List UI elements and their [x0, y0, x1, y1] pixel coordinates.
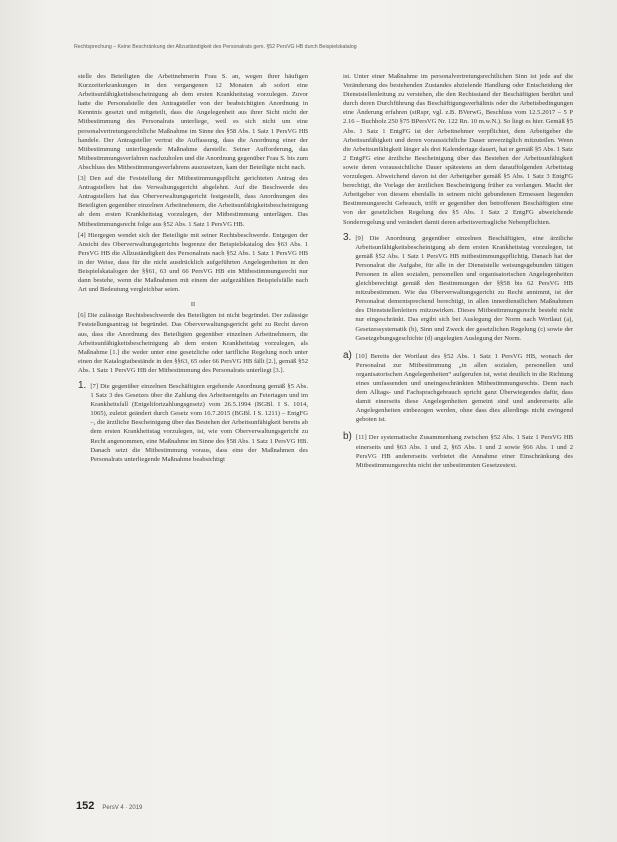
lettered-block	[343, 351, 573, 427]
subsection-letter: b)	[343, 431, 352, 443]
right-column	[343, 72, 573, 812]
page-number: 152	[76, 800, 95, 812]
subsection-letter: a)	[343, 349, 352, 361]
section-numeral: II	[190, 301, 196, 309]
numbered-block	[343, 233, 573, 345]
left-column	[78, 72, 308, 812]
journal-name: PersV 4 · 2019	[102, 805, 143, 811]
paragraph: stelle des Beteiligten die Arbeitnehmerin Frau S. an, wegen ihrer häufigen Kurzzeiterkrankungen in den vergangenen 12 Monaten ab sofort eine Arbeitsunfähigkeitsbescheinigung ab dem ersten Krankheitstag vorzulegen. Zuvor hatte die Personalstelle den Antragsteller von der beabsichtigten Anordnung in Kenntnis gesetzt und mitgeteilt, dass die Angelegenheit aus ihrer Sicht nicht der Mitbestimmung des Personalrats unterliege, weil es sich nicht um eine personalvertretungsrechtliche Maßnahme im Sinne des §58 Abs. 1 Satz 1 PersVG HB handele. Der Antragsteller vertrat die Auffassung, dass die Anordnung einer der Mitbestimmung unterliegende Maßnahme darstelle. Seiner Aufforderung, das Mitbestimmungsverfahren nachzuholen und die Anordnung gegenüber Frau S. bis zum Abschluss des Mitbestimmungsverfahrens auszusetzen, kam der Beteiligte nicht nach.	[78, 73, 308, 171]
section-number: 1.	[78, 380, 87, 391]
numbered-block	[78, 381, 308, 466]
running-header: Rechtsprechung – Keine Beschränkung der Allzuständigkeit des Personalrats gem. §52 PersVG HB durch Beispielskatalog	[74, 44, 357, 50]
paragraph: ist. Unter einer Maßnahme im personalvertretungsrechtlichen Sinn ist jede auf die Veränderung des bestehenden Zustandes abzielende Handlung oder Entscheidung der Dienststellenleitung zu verstehen, die den Rechtsstand der Beschäftigten berührt und durch deren Durchführung das Beschäftigungsverhältnis oder die Arbeitsbedingungen eine Änderung erfahren (stRspr, vgl. z.B. BVerwG, Beschluss vom 12.5.2017 – 5 P 2.16 – Buchholz 250 §75 BPersVG Nr. 122 Rn. 10 m.w.N.). So liegt es hier. Gemäß §5 Abs. 1 Satz 1 EntgFG ist der Arbeitnehmer verpflichtet, dem Arbeitgeber die Arbeitsunfähigkeit und deren voraussichtliche Dauer unverzüglich mitzuteilen. Wenn die Arbeitsunfähigkeit länger als drei Kalendertage dauert, hat er gemäß §5 Abs. 1 Satz 2 EntgFG eine ärztliche Bescheinigung über das Bestehen der Arbeitsunfähigkeit sowie deren voraussichtliche Dauer spätestens an dem darauffolgenden Arbeitstag vorzulegen. Abweichend davon ist der Arbeitgeber gemäß §5 Abs. 1 Satz 3 EntgFG berechtigt, die Vorlage der ärztlichen Bescheinigung früher zu verlangen. Macht der Arbeitgeber von diesem ebenfalls in seinem nicht gebundenen Ermessen liegenden Bestimmungsrecht Gebrauch, trifft er gegenüber den betroffenen Beschäftigten eine von der gesetzlichen Regelung des §5 Abs. 1 Satz 2 EntgFG abweichende Sonderregelung und verändert damit deren arbeitsvertragliche Nebenpflichten.	[343, 73, 573, 226]
paragraph: [4] Hiergegen wendet sich der Beteiligte mit seiner Rechtsbeschwerde. Entgegen der Ansicht des Oberverwaltungsgerichts begrenze der Beispielskatalog des §63 Abs. 1 PersVG HB die Allzuständigkeit des Personalrats nach §52 Abs. 1 Satz 1 PersVG HB in der Weise, dass für die nicht ausdrücklich aufgeführten Angelegenheiten in den Beispielskatalogen der §§61, 63 und 66 PersVG HB ein Mitbestimmungsrecht nur dann bestehe, wenn die Maßnahmen mit einem der aufgezählten Beispielsfälle nach Art und Bedeutung vergleichbar seien.	[78, 231, 308, 294]
paragraph: [3] Den auf die Feststellung der Mitbestimmungspflicht gerichteten Antrag des Antragstellers hat das Verwaltungsgericht abgelehnt. Auf die Beschwerde des Antragstellers hat das Oberverwaltungsgericht festgestellt, dass Anordnungen des Beteiligten gegenüber einzelnen Arbeitnehmern, die Arbeitsunfähigkeitsbescheinigung ab dem ersten Krankheitstag vorzulegen, der Mitbestimmung unterlägen. Das Mitbestimmungsrecht folge aus §52 Abs. 1 Satz 1 PersVG HB.	[78, 175, 308, 228]
paragraph: [6] Die zulässige Rechtsbeschwerde des Beteiligten ist nicht begründet. Der zulässige Feststellungsantrag ist begründet. Das Oberverwaltungsgericht geht zu Recht davon aus, dass die Anordnung des Beteiligten gegenüber einzelnen Arbeitnehmern, die Arbeitsunfähigkeitsbescheinigung ab dem ersten Krankheitstag vorzulegen, als Maßnahme [1.] die weder unter eine gesetzliche oder tarifliche Regelung noch unter einen der Katalogtatbestände in den §§63, 65 oder 66 PersVG HB fällt [2.], gemäß §52 Abs. 1 Satz 1 PersVG HB der Mitbestimmung des Personalrats unterliegt [3.].	[78, 312, 308, 374]
paragraph: [11] Der systematische Zusammenhang zwischen §52 Abs. 1 Satz 1 PersVG HB einerseits und §63 Abs. 1 und 2, §65 Abs. 1 und 2 sowie §66 Abs. 1 und 2 PersVG HB andererseits verbietet die Annahme einer Einschränkung des Mitbestimmungsrechts nicht der unbestimmten Gesetzestext.	[355, 434, 573, 469]
paragraph: [10] Bereits der Wortlaut des §52 Abs. 1 Satz 1 PersVG HB, wonach der Personalrat zur Mitbestimmung „in allen sozialen, personellen und organisatorischen Angelegenheiten“ aufgerufen ist, weist deutlich in die Richtung eines umfassenden und uneingeschränkten Mitbestimmungsrechts. Denn nach dem Alltags- und Fachsprachgebrauch spricht ganz Überwiegendes dafür, dass damit einerseits diese Angelegenheiten gemeint sind und andererseits alle Angelegenheiten einbezogen werden, ohne dass dies allerdings nicht zwingend geboten ist.	[355, 352, 573, 424]
page-footer	[76, 800, 142, 812]
lettered-block	[343, 432, 573, 471]
section-number: 3.	[343, 231, 352, 243]
paragraph: [9] Die Anordnung gegenüber einzelnen Beschäftigten, eine ärztliche Arbeitsunfähigkeitsbescheinigung ab dem ersten Krankheitstag vorzulegen, ist gemäß §52 Abs. 1 Satz 1 PersVG HB mitbestimmungspflichtig. Danach hat der Personalrat die Aufgabe, für alle in der Dienststelle weisungsgebunden tätigen Personen in allen sozialen, personellen und organisatorischen Angelegenheiten gleichberechtigt gemäß den Bestimmungen der §§58 bis 62 PersVG HB mitzubestimmen. Wie das Oberverwaltungsgericht zu Recht annimmt, ist der Personalrat dementsprechend berechtigt, in allen innerdienstlichen Maßnahmen des Dienststellenleiters mitzuwirken. Dieses Mitbestimmungsrecht besteht nicht nur eingeschränkt. Das ergibt sich bei Auslegung der Norm nach Wortlaut (a), Gesetzessystematik (b), Sinn und Zweck der gesetzlichen Regelung (c) sowie der Gesetzgebungsgeschichte (d) angelegten Auslegung der Norm.	[355, 234, 573, 342]
paragraph: [7] Die gegenüber einzelnen Beschäftigten ergehende Anordnung gemäß §5 Abs. 1 Satz 3 des Gesetzes über die Zahlung des Arbeitsentgelts an Feiertagen und im Krankheitsfall (Entgeltfortzahlungsgesetz) vom 26.5.1994 (BGBl. I S. 1014, 1065), zuletzt geändert durch Gesetz vom 16.7.2015 (BGBl. I S. 1211) – EntgFG –, die ärztliche Bescheinigung über das Bestehen der Arbeitsunfähigkeit bereits ab dem ersten Krankheitstag vorzulegen, ist, wie vom Oberverwaltungsgericht zu Recht angenommen, eine Maßnahme im Sinne des §58 Abs. 1 Satz 1 PersVG HB. Danach setzt die Mitbestimmung voraus, dass eine der Maßnahmen des Personalrats unterliegende Maßnahme beabsichtigt	[90, 383, 308, 463]
